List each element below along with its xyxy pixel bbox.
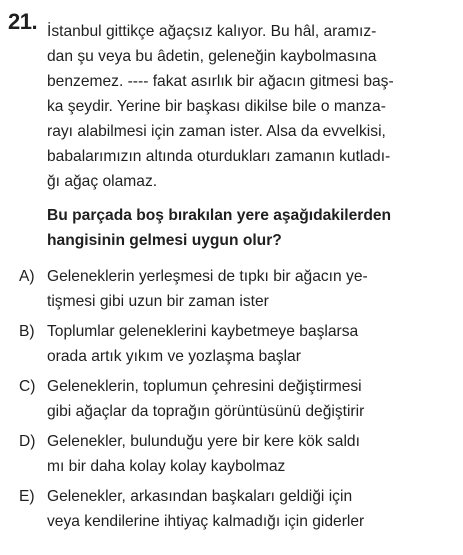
prompt-line: hangisinin gelmesi uygun olur? <box>47 232 282 249</box>
option-text: gibi ağaçlar da toprağın görüntüsünü değiştirir <box>47 403 365 420</box>
passage-line: dan şu veya bu âdetin, geleneğin kaybolmasına <box>47 48 377 65</box>
option-letter: E) <box>19 488 35 505</box>
option-letter: D) <box>19 433 36 450</box>
passage-line: ka şeydir. Yerine bir başkası dikilse bile o manza- <box>47 98 386 115</box>
passage-line: babalarımızın altında oturdukları zamanın kutladı- <box>47 148 391 165</box>
question-number: 21. <box>8 9 38 34</box>
option-text: tişmesi gibi uzun bir zaman ister <box>47 293 269 310</box>
option-text: Gelenekler, arkasından başkaları geldiği için <box>47 488 353 505</box>
passage-line: rayı alabilmesi için zaman ister. Alsa da evvelkisi, <box>47 123 386 140</box>
passage-line: benzemez. ---- fakat asırlık bir ağacın gitmesi baş- <box>47 73 394 90</box>
prompt-line: Bu parçada boş bırakılan yere aşağıdakilerden <box>47 207 392 224</box>
passage-line: İstanbul gittikçe ağaçsız kalıyor. Bu hâl, aramız- <box>47 23 377 40</box>
option-text: Toplumlar geleneklerini kaybetmeye başlarsa <box>47 323 359 340</box>
option-letter: B) <box>19 323 35 340</box>
option-letter: C) <box>19 378 36 395</box>
option-text: Geleneklerin yerleşmesi de tıpkı bir ağacın ye- <box>47 268 368 285</box>
option-text: veya kendilerine ihtiyaç kalmadığı için giderler <box>47 513 365 530</box>
option-text: Geleneklerin, toplumun çehresini değiştirmesi <box>47 378 362 395</box>
option-text: mı bir daha kolay kolay kaybolmaz <box>47 458 286 475</box>
option-letter: A) <box>19 268 35 285</box>
passage-line: ğı ağaç olamaz. <box>47 173 158 190</box>
option-text: Gelenekler, bulunduğu yere bir kere kök saldı <box>47 433 360 450</box>
option-text: orada artık yıkım ve yozlaşma başlar <box>47 348 301 365</box>
